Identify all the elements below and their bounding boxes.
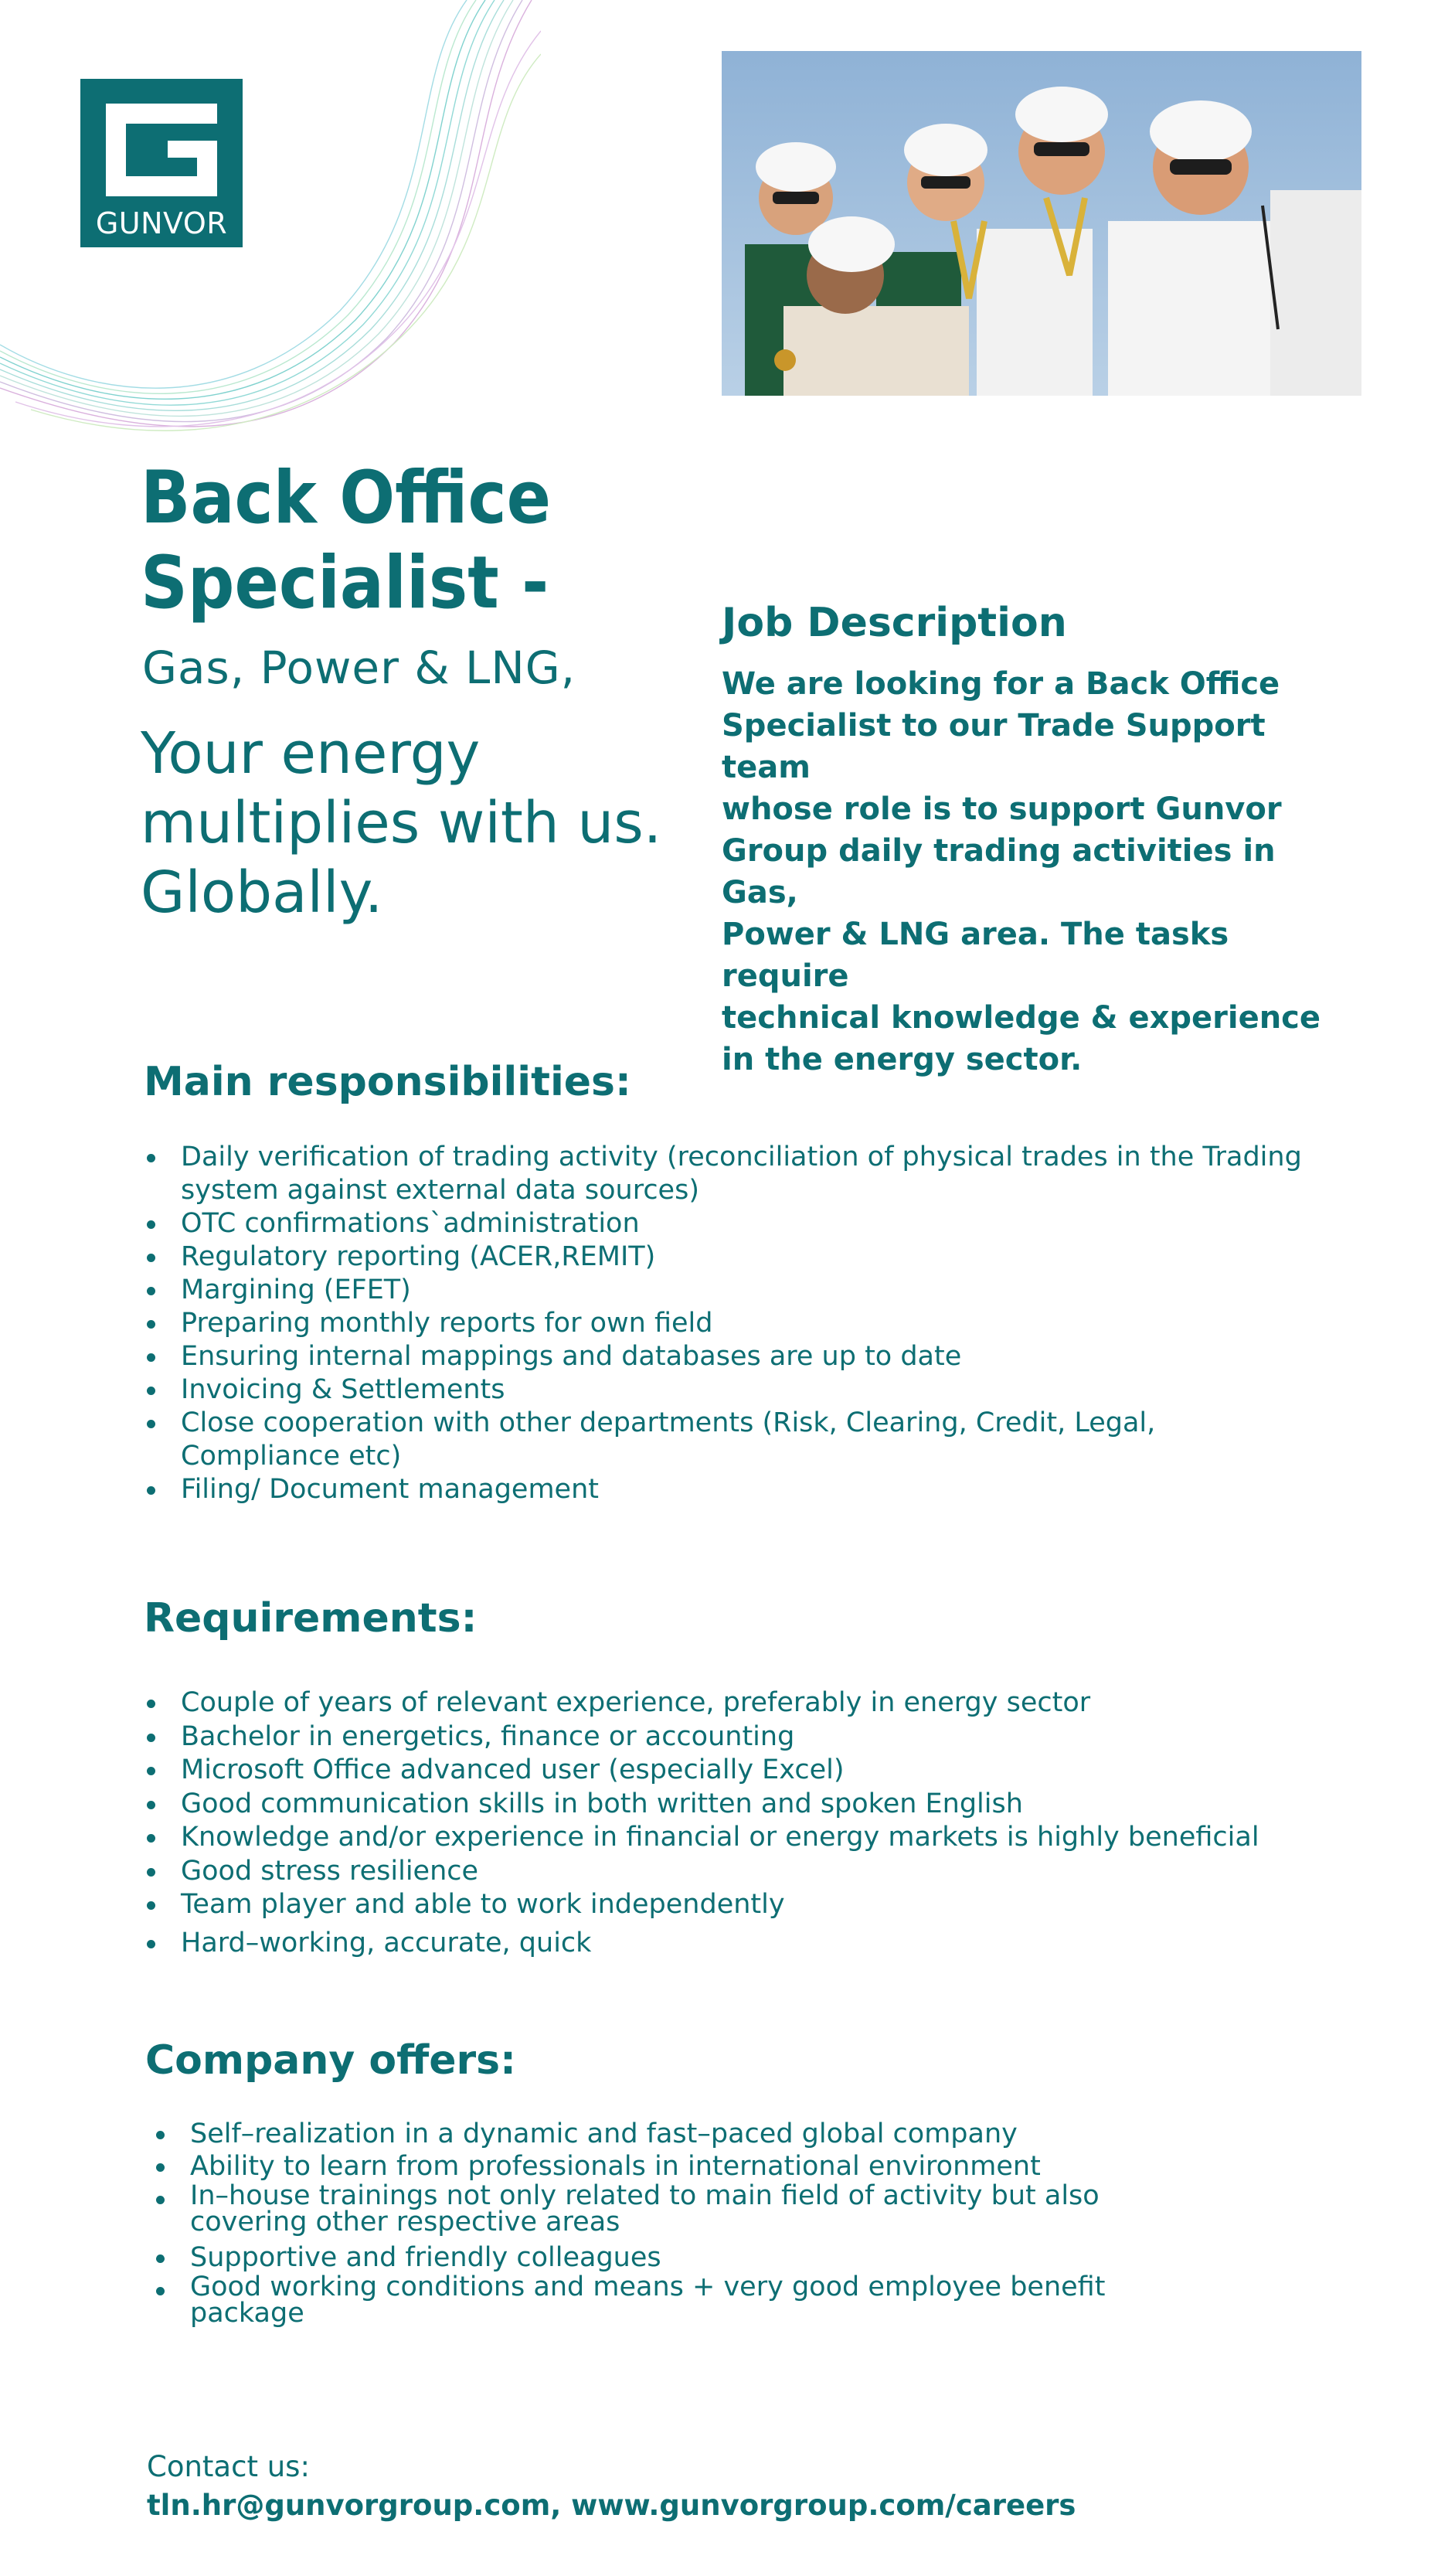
slogan <box>141 719 661 927</box>
responsibilities-list <box>144 1141 1334 1506</box>
job-description-line: We are looking for a Back Office <box>722 666 1280 702</box>
list-item: Good working conditions and means + very good employee benefit package <box>153 2274 1117 2326</box>
list-item: Preparing monthly reports for own field <box>144 1307 1334 1340</box>
list-item: Supportive and friendly colleagues <box>153 2241 1157 2274</box>
list-item: Good stress resilience <box>144 1855 1334 1889</box>
logo-g-icon <box>106 104 217 196</box>
job-title <box>141 456 551 626</box>
contact-links[interactable]: tln.hr@gunvorgroup.com, www.gunvorgroup.com/careers <box>147 2489 1076 2522</box>
list-item: Daily verification of trading activity (reconciliation of physical trades in the Trading system against external data sources) <box>144 1141 1334 1207</box>
offers-list <box>153 2118 1157 2333</box>
list-item: Team player and able to work independently <box>144 1888 1334 1922</box>
offers-heading: Company offers: <box>145 2037 516 2084</box>
requirements-heading: Requirements: <box>144 1595 478 1642</box>
slogan-line-1: Your energy <box>141 720 481 787</box>
list-item: Ensuring internal mappings and databases are up to date <box>144 1340 1334 1373</box>
list-item: Good communication skills in both written and spoken English <box>144 1788 1334 1822</box>
list-item: Hard–working, accurate, quick <box>144 1927 1334 1961</box>
job-subtitle: Gas, Power & LNG, <box>142 641 576 694</box>
logo-text: GUNVOR <box>95 206 228 240</box>
job-description-line: technical knowledge & experience <box>722 1000 1321 1036</box>
list-item: OTC confirmations`administration <box>144 1207 1334 1240</box>
job-description-heading: Job Description <box>722 600 1067 646</box>
job-description-body <box>722 663 1340 1080</box>
gunvor-logo <box>80 79 243 247</box>
list-item: Filing/ Document management <box>144 1473 1334 1506</box>
job-description-line: Power & LNG area. The tasks require <box>722 917 1229 994</box>
list-item: Self–realization in a dynamic and fast–paced global company <box>153 2118 1157 2150</box>
list-item: Microsoft Office advanced user (especially Excel) <box>144 1754 1334 1788</box>
team-photo <box>722 51 1361 396</box>
list-item: Bachelor in energetics, finance or accounting <box>144 1720 1334 1754</box>
list-item: Couple of years of relevant experience, preferably in energy sector <box>144 1686 1334 1720</box>
list-item: Ability to learn from professionals in international environment <box>153 2150 1157 2183</box>
list-item: Margining (EFET) <box>144 1274 1334 1307</box>
list-item: In–house trainings not only related to main field of activity but also covering other respective areas <box>153 2183 1102 2235</box>
slogan-line-3: Globally. <box>141 859 383 926</box>
job-description-line: Specialist to our Trade Support team <box>722 708 1266 785</box>
contact-label: Contact us: <box>147 2450 310 2483</box>
list-item: Invoicing & Settlements <box>144 1373 1334 1407</box>
job-title-line-1: Back Office <box>141 456 551 540</box>
requirements-list <box>144 1686 1334 1960</box>
responsibilities-heading: Main responsibilities: <box>144 1059 631 1105</box>
job-description-line: in the energy sector. <box>722 1042 1083 1077</box>
slogan-line-2: multiplies with us. <box>141 790 662 856</box>
job-description-line: whose role is to support Gunvor <box>722 791 1282 827</box>
job-description-line: Group daily trading activities in Gas, <box>722 833 1276 910</box>
list-item: Knowledge and/or experience in financial or energy markets is highly beneficial <box>144 1821 1334 1855</box>
list-item: Regulatory reporting (ACER,REMIT) <box>144 1240 1334 1274</box>
job-title-line-2: Specialist - <box>141 541 549 625</box>
list-item: Close cooperation with other departments (Risk, Clearing, Credit, Legal, Compliance etc) <box>144 1407 1193 1473</box>
